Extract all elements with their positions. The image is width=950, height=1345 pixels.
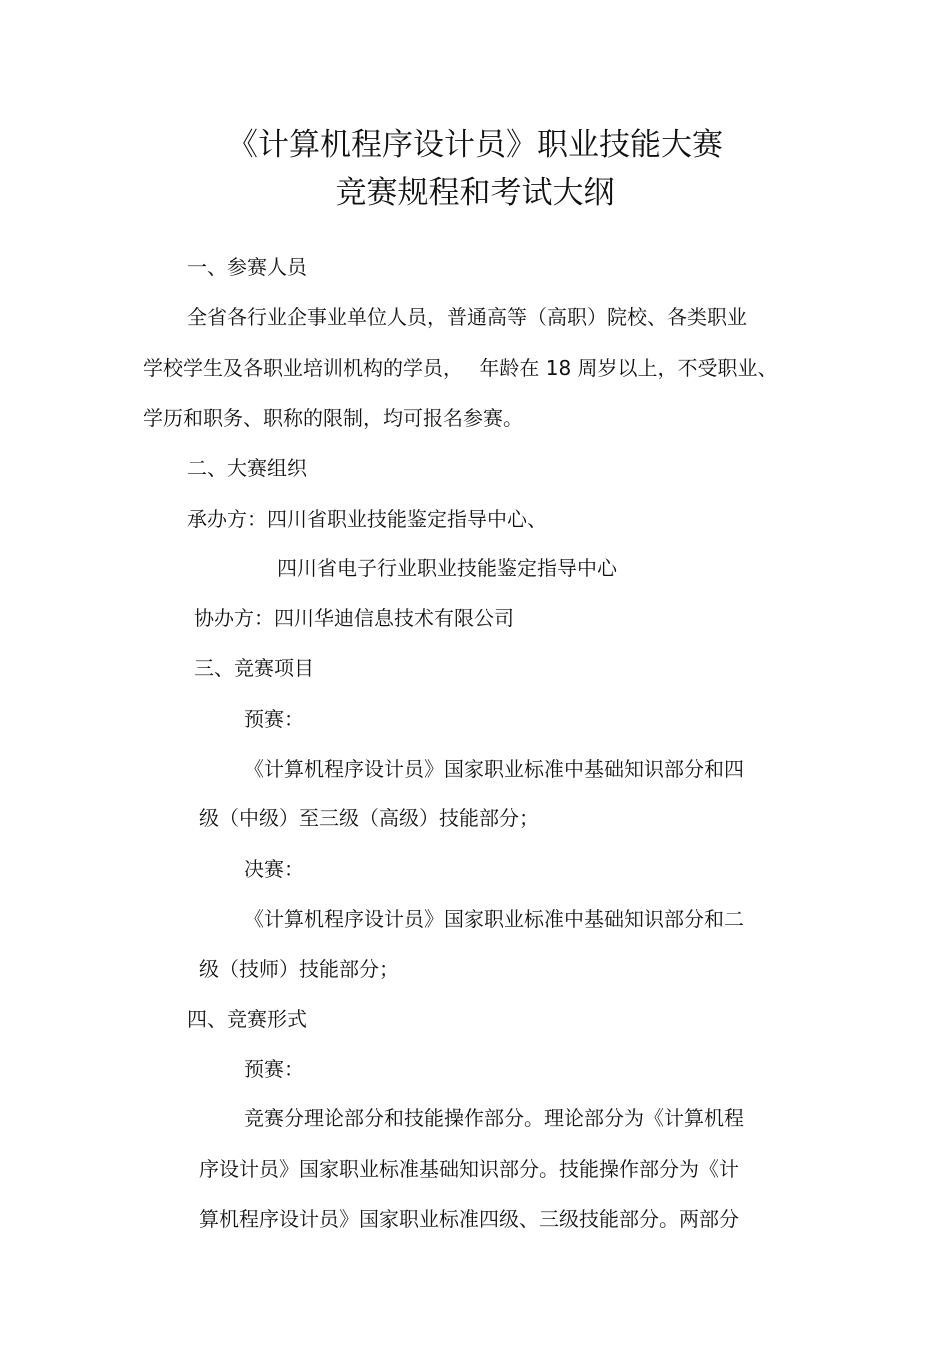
section4-paragraph-line2: 序设计员》国家职业标准基础知识部分。技能操作部分为《计	[199, 1157, 739, 1181]
organizer-line1: 承办方：四川省职业技能鉴定指导中心、	[187, 507, 547, 531]
section4-prelim-label: 预赛：	[244, 1057, 304, 1081]
section4-heading: 四、竞赛形式	[187, 1007, 307, 1031]
document-title-line2: 竞赛规程和考试大纲	[335, 175, 615, 211]
section3-prelim-line2: 级（中级）至三级（高级）技能部分；	[199, 806, 539, 830]
section3-prelim-label: 预赛：	[244, 707, 304, 731]
section3-final-line1: 《计算机程序设计员》国家职业标准中基础知识部分和二	[244, 907, 744, 931]
section3-prelim-line1: 《计算机程序设计员》国家职业标准中基础知识部分和四	[244, 757, 744, 781]
section1-paragraph-line1: 全省各行业企事业单位人员，普通高等（高职）院校、各类职业	[187, 305, 747, 329]
section3-heading: 三、竞赛项目	[194, 656, 314, 680]
document-title-line1: 《计算机程序设计员》职业技能大赛	[227, 127, 723, 163]
section3-final-line2: 级（技师）技能部分；	[199, 957, 399, 981]
section1-paragraph-line3: 学历和职务、职称的限制，均可报名参赛。	[143, 406, 523, 430]
section2-heading: 二、大赛组织	[187, 456, 307, 480]
organizer-line2: 四川省电子行业职业技能鉴定指导中心	[277, 556, 617, 580]
section1-paragraph-line2: 学校学生及各职业培训机构的学员， 年龄在 18 周岁以上，不受职业、	[143, 356, 778, 380]
section1-heading: 一、参赛人员	[187, 255, 307, 279]
section4-paragraph-line1: 竞赛分理论部分和技能操作部分。理论部分为《计算机程	[244, 1106, 744, 1130]
section3-final-label: 决赛：	[244, 857, 304, 881]
co-organizer-line: 协办方：四川华迪信息技术有限公司	[194, 606, 514, 630]
section4-paragraph-line3: 算机程序设计员》国家职业标准四级、三级技能部分。两部分	[199, 1207, 739, 1231]
